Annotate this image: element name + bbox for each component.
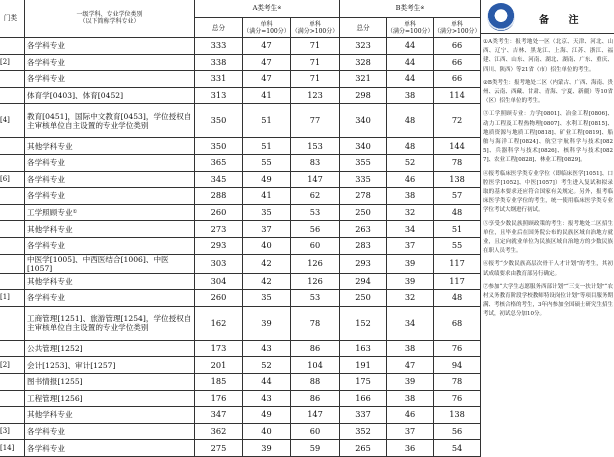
score-b-single-100: 36 bbox=[387, 440, 434, 457]
header-row-1 bbox=[0, 0, 481, 18]
category-code bbox=[0, 306, 25, 340]
score-b-single-100: 39 bbox=[387, 273, 434, 290]
remark-note: ⑤享受少数民族照顾政策的考生：报考地处二区招生单位，且毕业后在国务院公布的民族区域自治地方就业，且定向就业单位为民族区域自治地方的少数民族在职人员考生。 bbox=[483, 220, 613, 255]
score-a-total: 293 bbox=[195, 237, 243, 254]
category-code bbox=[0, 204, 25, 221]
category-code: [14] bbox=[0, 440, 25, 457]
score-b-total: 175 bbox=[340, 373, 387, 390]
score-b-single-gt100: 94 bbox=[434, 357, 481, 374]
score-a-single-100: 47 bbox=[243, 71, 291, 88]
score-a-single-gt100: 104 bbox=[291, 357, 340, 374]
score-b-total: 293 bbox=[340, 254, 387, 273]
score-a-single-100: 40 bbox=[243, 423, 291, 440]
score-b-single-100: 38 bbox=[387, 390, 434, 407]
score-a-single-gt100: 53 bbox=[291, 204, 340, 221]
score-a-single-gt100: 60 bbox=[291, 423, 340, 440]
score-b-total: 352 bbox=[340, 423, 387, 440]
discipline-name: 各学科专业 bbox=[25, 290, 195, 307]
discipline-name: 教育[0451]，国际中文教育[0453]，学位授权自主审核单位自主设置的专业学位类别 bbox=[25, 104, 195, 138]
header-a-single-gt100: 单科 （满分>100分） bbox=[291, 18, 340, 38]
table-row bbox=[0, 273, 481, 290]
score-b-total: 337 bbox=[340, 407, 387, 424]
score-b-single-gt100: 55 bbox=[434, 237, 481, 254]
score-b-single-100: 44 bbox=[387, 54, 434, 71]
score-b-total: 250 bbox=[340, 204, 387, 221]
score-a-total: 288 bbox=[195, 188, 243, 205]
score-a-total: 333 bbox=[195, 38, 243, 55]
score-b-total: 278 bbox=[340, 188, 387, 205]
header-discipline: 一级学科、专业学位类别 （以下简称学科专业） bbox=[25, 0, 195, 38]
discipline-name: 体育学[0403]、体育[0452] bbox=[25, 87, 195, 104]
score-a-total: 275 bbox=[195, 440, 243, 457]
score-b-single-gt100: 54 bbox=[434, 440, 481, 457]
score-b-single-gt100: 138 bbox=[434, 171, 481, 188]
score-b-single-100: 34 bbox=[387, 306, 434, 340]
score-b-total: 340 bbox=[340, 138, 387, 155]
score-b-single-gt100: 72 bbox=[434, 104, 481, 138]
score-b-single-gt100: 117 bbox=[434, 254, 481, 273]
score-a-single-100: 51 bbox=[243, 138, 291, 155]
score-a-single-100: 39 bbox=[243, 440, 291, 457]
score-a-single-gt100: 71 bbox=[291, 54, 340, 71]
discipline-name: 工学照顾专业① bbox=[25, 204, 195, 221]
header-group-b: B类考生※ bbox=[340, 0, 481, 18]
score-a-single-100: 42 bbox=[243, 273, 291, 290]
table-row bbox=[0, 87, 481, 104]
table-row bbox=[0, 104, 481, 138]
category-code bbox=[0, 38, 25, 55]
discipline-name: 其他学科专业 bbox=[25, 221, 195, 238]
score-a-single-100: 49 bbox=[243, 407, 291, 424]
header-b-single-gt100: 单科 （满分>100分） bbox=[434, 18, 481, 38]
category-code bbox=[0, 273, 25, 290]
discipline-name: 各学科专业 bbox=[25, 423, 195, 440]
table-row bbox=[0, 357, 481, 374]
remark-note: ⑥报考“少数民族高层次骨干人才计划”的考生，其初试成绩要求由教育部另行确定。 bbox=[483, 261, 613, 277]
score-a-single-gt100: 59 bbox=[291, 440, 340, 457]
remarks-title: 备 注 bbox=[539, 15, 587, 26]
remarks-notes bbox=[483, 38, 613, 324]
score-b-single-100: 47 bbox=[387, 357, 434, 374]
score-a-single-gt100: 147 bbox=[291, 407, 340, 424]
score-a-single-100: 47 bbox=[243, 54, 291, 71]
score-b-single-gt100: 56 bbox=[434, 423, 481, 440]
score-a-single-gt100: 60 bbox=[291, 237, 340, 254]
score-b-single-gt100: 78 bbox=[434, 154, 481, 171]
score-a-single-gt100: 86 bbox=[291, 390, 340, 407]
discipline-name: 各学科专业 bbox=[25, 154, 195, 171]
score-b-total: 355 bbox=[340, 154, 387, 171]
discipline-name: 各学科专业 bbox=[25, 71, 195, 88]
category-code bbox=[0, 237, 25, 254]
discipline-name: 图书情报[1255] bbox=[25, 373, 195, 390]
table-row bbox=[0, 373, 481, 390]
score-b-single-gt100: 117 bbox=[434, 273, 481, 290]
discipline-name: 各学科专业 bbox=[25, 237, 195, 254]
score-a-single-gt100: 56 bbox=[291, 221, 340, 238]
remark-note: ④报考临床医学类专业学位（即临床医学[1051]、口腔医学[1052]、中医[1057]）考生进入复试和拟录取的基本要求还应符合国家有关规定。另外，报考临床医学类专业学位的考生，统一使用临床医学类专业学位考试大纲进行初试。 bbox=[483, 170, 613, 214]
score-a-single-100: 55 bbox=[243, 154, 291, 171]
score-b-single-100: 39 bbox=[387, 373, 434, 390]
score-b-single-100: 32 bbox=[387, 204, 434, 221]
table-row bbox=[0, 423, 481, 440]
score-a-single-100: 35 bbox=[243, 204, 291, 221]
score-b-total: 263 bbox=[340, 221, 387, 238]
score-a-single-100: 41 bbox=[243, 188, 291, 205]
score-a-total: 362 bbox=[195, 423, 243, 440]
discipline-name: 各学科专业 bbox=[25, 440, 195, 457]
discipline-name: 各学科专业 bbox=[25, 54, 195, 71]
score-b-single-100: 37 bbox=[387, 423, 434, 440]
score-b-single-gt100: 66 bbox=[434, 38, 481, 55]
score-b-single-gt100: 114 bbox=[434, 87, 481, 104]
score-b-single-100: 46 bbox=[387, 407, 434, 424]
table-row bbox=[0, 171, 481, 188]
score-a-single-100: 35 bbox=[243, 290, 291, 307]
table-row bbox=[0, 138, 481, 155]
score-b-single-gt100: 138 bbox=[434, 407, 481, 424]
remark-note: ⑦参加“大学生志愿服务西部计划”“三支一扶计划”“农村义务教育阶段学校教师特设岗位计划”等项目服务期满、考核合格的考生，3年内参加全国硕士研究生招生考试，初试总分加10分。 bbox=[483, 283, 614, 318]
score-a-single-gt100: 62 bbox=[291, 188, 340, 205]
score-a-single-gt100: 147 bbox=[291, 171, 340, 188]
remarks-column bbox=[480, 0, 613, 400]
score-b-total: 152 bbox=[340, 306, 387, 340]
category-code: [6] bbox=[0, 171, 25, 188]
score-a-single-100: 40 bbox=[243, 237, 291, 254]
score-b-single-100: 46 bbox=[387, 171, 434, 188]
score-b-single-100: 32 bbox=[387, 290, 434, 307]
header-b-total: 总分 bbox=[340, 18, 387, 38]
score-a-single-gt100: 83 bbox=[291, 154, 340, 171]
score-b-single-100: 52 bbox=[387, 154, 434, 171]
score-b-total: 283 bbox=[340, 237, 387, 254]
score-a-total: 173 bbox=[195, 340, 243, 357]
score-b-single-gt100: 51 bbox=[434, 221, 481, 238]
score-b-single-gt100: 76 bbox=[434, 390, 481, 407]
score-b-single-100: 44 bbox=[387, 71, 434, 88]
score-a-single-gt100: 86 bbox=[291, 340, 340, 357]
score-a-total: 313 bbox=[195, 87, 243, 104]
discipline-name: 各学科专业 bbox=[25, 38, 195, 55]
score-a-total: 345 bbox=[195, 171, 243, 188]
score-b-single-100: 48 bbox=[387, 104, 434, 138]
score-a-single-100: 42 bbox=[243, 254, 291, 273]
score-b-single-100: 38 bbox=[387, 87, 434, 104]
score-a-single-100: 49 bbox=[243, 171, 291, 188]
score-a-single-gt100: 78 bbox=[291, 306, 340, 340]
score-a-single-100: 43 bbox=[243, 390, 291, 407]
category-code: [2] bbox=[0, 54, 25, 71]
score-b-single-100: 38 bbox=[387, 340, 434, 357]
category-code bbox=[0, 71, 25, 88]
score-a-single-100: 37 bbox=[243, 221, 291, 238]
category-code: [4] bbox=[0, 104, 25, 138]
table-row bbox=[0, 54, 481, 71]
remark-note: ③工学照顾专业：力学[0801]、冶金工程[0806]、动力工程及工程热物理[0807]、水利工程[0815]、地质资源与地质工程[0818]、矿业工程[0819]、船舶与海洋工程[0824]、航空宇航科学与技术[0825]、兵器科学与技术[0826]、核科学与技术[0827]、农业工程[0828]、林业工程[0829]。 bbox=[483, 111, 613, 164]
score-a-single-gt100: 126 bbox=[291, 273, 340, 290]
table-row bbox=[0, 38, 481, 55]
remark-note: ①A类考生：报考地处一区（北京、天津、河北、山西、辽宁、吉林、黑龙江、上海、江苏、浙江、福建、江西、山东、河南、湖北、湖南、广东、重庆、四川、陕西）等21省（市）招生单位的考生。 bbox=[483, 39, 613, 73]
score-a-single-gt100: 153 bbox=[291, 138, 340, 155]
header-b-single-100: 单科 （满分=100分） bbox=[387, 18, 434, 38]
score-a-total: 260 bbox=[195, 204, 243, 221]
score-a-single-100: 52 bbox=[243, 357, 291, 374]
score-b-single-100: 38 bbox=[387, 188, 434, 205]
score-b-total: 166 bbox=[340, 390, 387, 407]
score-a-single-100: 41 bbox=[243, 87, 291, 104]
category-code: [1] bbox=[0, 290, 25, 307]
score-b-total: 265 bbox=[340, 440, 387, 457]
score-b-total: 163 bbox=[340, 340, 387, 357]
score-a-total: 201 bbox=[195, 357, 243, 374]
discipline-name: 工商管理[1251]、旅游管理[1254]，学位授权自主审核单位自主设置的专业学位类别 bbox=[25, 306, 195, 340]
score-b-single-gt100: 76 bbox=[434, 340, 481, 357]
remarks-header bbox=[481, 0, 614, 34]
table-row bbox=[0, 407, 481, 424]
header-group-a: A类考生※ bbox=[195, 0, 340, 18]
score-b-single-gt100: 78 bbox=[434, 373, 481, 390]
score-b-single-gt100: 48 bbox=[434, 290, 481, 307]
discipline-name: 工程管理[1256] bbox=[25, 390, 195, 407]
score-a-total: 176 bbox=[195, 390, 243, 407]
score-b-single-gt100: 48 bbox=[434, 204, 481, 221]
table-row bbox=[0, 390, 481, 407]
table-row bbox=[0, 254, 481, 273]
score-b-single-100: 39 bbox=[387, 254, 434, 273]
score-a-total: 303 bbox=[195, 254, 243, 273]
score-a-total: 273 bbox=[195, 221, 243, 238]
header-category: 门类 bbox=[0, 0, 25, 38]
score-a-total: 260 bbox=[195, 290, 243, 307]
score-b-total: 191 bbox=[340, 357, 387, 374]
discipline-name: 会计[1253]、审计[1257] bbox=[25, 357, 195, 374]
table-row bbox=[0, 306, 481, 340]
score-a-single-gt100: 123 bbox=[291, 87, 340, 104]
footnote-mark: ① bbox=[72, 209, 78, 216]
category-code bbox=[0, 154, 25, 171]
table-row bbox=[0, 188, 481, 205]
score-a-single-100: 39 bbox=[243, 306, 291, 340]
score-a-total: 338 bbox=[195, 54, 243, 71]
score-b-single-gt100: 66 bbox=[434, 54, 481, 71]
score-b-single-gt100: 68 bbox=[434, 306, 481, 340]
table-row bbox=[0, 204, 481, 221]
score-a-single-gt100: 88 bbox=[291, 373, 340, 390]
discipline-name: 各学科专业 bbox=[25, 188, 195, 205]
score-a-single-100: 51 bbox=[243, 104, 291, 138]
score-b-total: 335 bbox=[340, 171, 387, 188]
header-a-total: 总分 bbox=[195, 18, 243, 38]
score-a-total: 331 bbox=[195, 71, 243, 88]
score-b-total: 250 bbox=[340, 290, 387, 307]
category-code bbox=[0, 87, 25, 104]
category-code bbox=[0, 407, 25, 424]
score-a-single-gt100: 126 bbox=[291, 254, 340, 273]
remark-note: ②B类考生：报考地处二区（内蒙古、广西、海南、贵州、云南、西藏、甘肃、青海、宁夏、新疆）等10省（区）招生单位的考生。 bbox=[483, 79, 613, 105]
score-b-single-gt100: 144 bbox=[434, 138, 481, 155]
score-b-total: 323 bbox=[340, 38, 387, 55]
table-row bbox=[0, 237, 481, 254]
discipline-name: 其他学科专业 bbox=[25, 138, 195, 155]
score-a-total: 365 bbox=[195, 154, 243, 171]
score-a-total: 350 bbox=[195, 138, 243, 155]
score-b-single-100: 48 bbox=[387, 138, 434, 155]
category-code bbox=[0, 340, 25, 357]
category-code: [3] bbox=[0, 423, 25, 440]
category-code bbox=[0, 188, 25, 205]
score-a-total: 162 bbox=[195, 306, 243, 340]
score-b-single-gt100: 57 bbox=[434, 188, 481, 205]
discipline-name: 中医学[1005]、中西医结合[1006]、中医[1057] bbox=[25, 254, 195, 273]
table-row bbox=[0, 290, 481, 307]
discipline-name: 各学科专业 bbox=[25, 171, 195, 188]
score-a-single-gt100: 53 bbox=[291, 290, 340, 307]
discipline-name: 其他学科专业 bbox=[25, 273, 195, 290]
score-b-total: 298 bbox=[340, 87, 387, 104]
score-a-single-100: 44 bbox=[243, 373, 291, 390]
score-b-single-100: 44 bbox=[387, 38, 434, 55]
score-b-single-gt100: 66 bbox=[434, 71, 481, 88]
score-b-single-100: 34 bbox=[387, 221, 434, 238]
score-a-single-100: 43 bbox=[243, 340, 291, 357]
table-row bbox=[0, 221, 481, 238]
score-a-single-gt100: 71 bbox=[291, 71, 340, 88]
score-a-total: 304 bbox=[195, 273, 243, 290]
score-b-single-100: 37 bbox=[387, 237, 434, 254]
score-b-total: 321 bbox=[340, 71, 387, 88]
table-row bbox=[0, 71, 481, 88]
ministry-seal-icon bbox=[487, 3, 515, 31]
table-row bbox=[0, 340, 481, 357]
table-row bbox=[0, 440, 481, 457]
score-a-single-gt100: 77 bbox=[291, 104, 340, 138]
discipline-name: 其他学科专业 bbox=[25, 407, 195, 424]
score-b-total: 294 bbox=[340, 273, 387, 290]
score-b-total: 328 bbox=[340, 54, 387, 71]
category-code bbox=[0, 254, 25, 273]
header-a-single-100: 单科 （满分=100分） bbox=[243, 18, 291, 38]
category-code bbox=[0, 373, 25, 390]
score-a-single-gt100: 71 bbox=[291, 38, 340, 55]
category-code bbox=[0, 390, 25, 407]
score-a-total: 347 bbox=[195, 407, 243, 424]
score-b-total: 340 bbox=[340, 104, 387, 138]
score-a-total: 350 bbox=[195, 104, 243, 138]
category-code: [2] bbox=[0, 357, 25, 374]
category-code bbox=[0, 221, 25, 238]
table-row bbox=[0, 154, 481, 171]
score-a-single-100: 47 bbox=[243, 38, 291, 55]
category-code bbox=[0, 138, 25, 155]
discipline-name: 公共管理[1252] bbox=[25, 340, 195, 357]
score-a-total: 185 bbox=[195, 373, 243, 390]
